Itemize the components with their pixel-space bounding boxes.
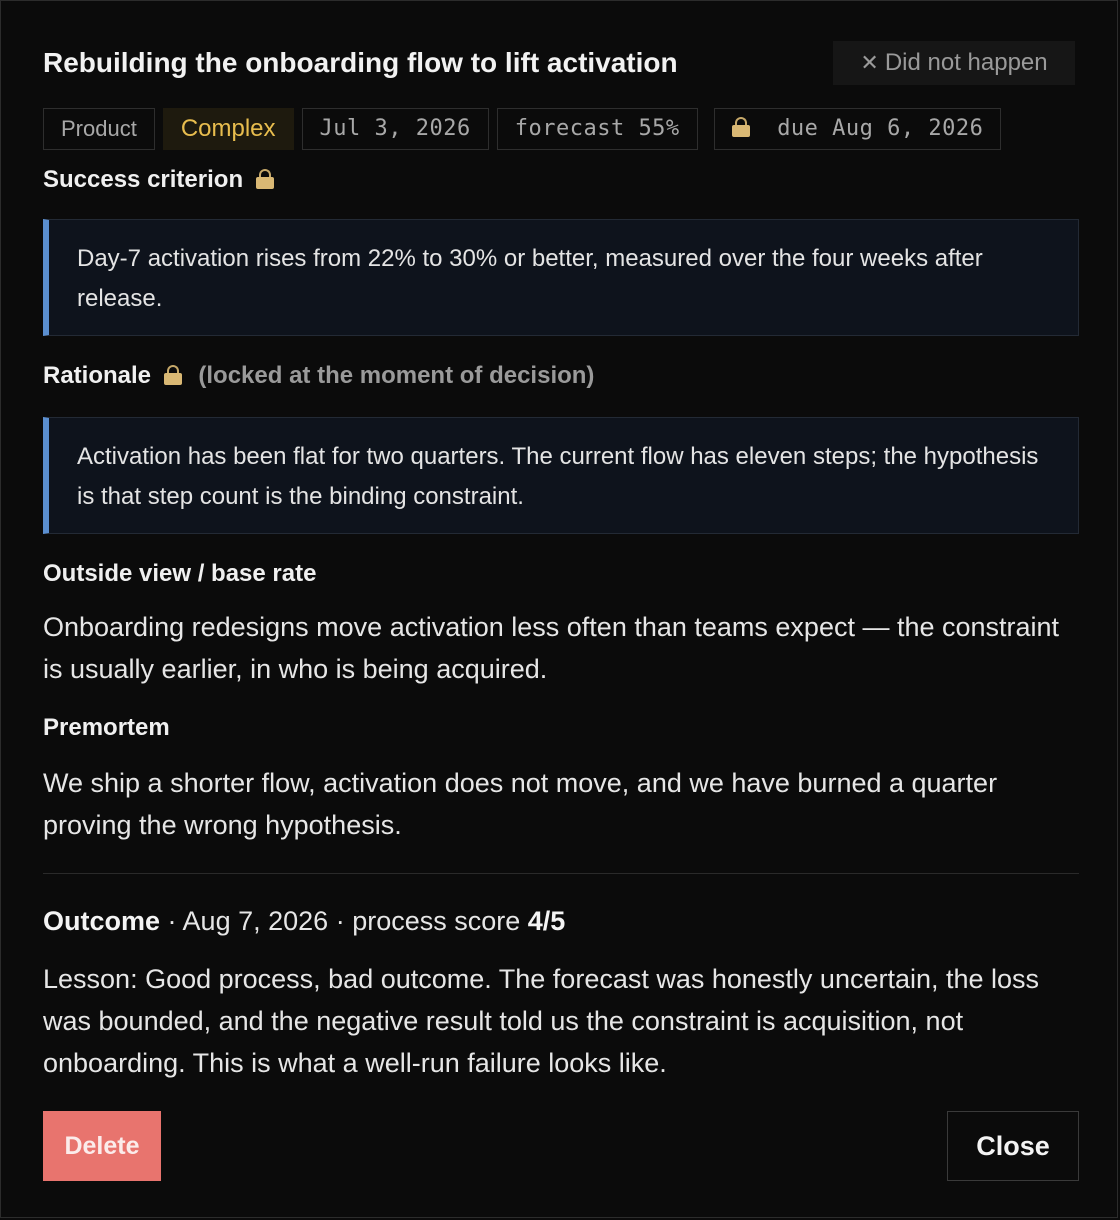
premortem-text: We ship a shorter flow, activation does not move, and we have burned a quarter proving the wrong hypothesis. xyxy=(43,768,998,840)
outcome-lesson: Lesson: Good process, bad outcome. The forecast was honestly uncertain, the loss was bounded, and the negative result told us the constraint is acquisition, not onboarding. This is what a well-run failure looks like. xyxy=(43,964,1040,1078)
outcome-label: Outcome xyxy=(43,906,161,936)
delete-button[interactable]: Delete xyxy=(43,1111,161,1181)
did-not-happen-button[interactable] xyxy=(833,41,1075,85)
section-divider xyxy=(43,873,1079,874)
did-not-happen-label: Did not happen xyxy=(884,49,1048,76)
decision-title: Rebuilding the onboarding flow to lift activation xyxy=(43,47,678,78)
close-button[interactable]: Close xyxy=(947,1111,1079,1181)
rationale-note: (locked at the moment of decision) xyxy=(198,362,595,389)
outside-view-text: Onboarding redesigns move activation less often than teams expect — the constraint is usually earlier, in who is being acquired. xyxy=(43,612,1060,684)
outside-view-heading: Outside view / base rate xyxy=(43,560,317,587)
lock-icon xyxy=(164,365,182,385)
rationale-heading xyxy=(43,362,594,390)
outcome-line: Outcome · Aug 7, 2026 · process score 4/5 xyxy=(43,906,566,936)
forecast-tag: forecast 55% xyxy=(497,108,698,150)
category-tag: Product xyxy=(43,108,155,150)
success-criterion-quote: Day-7 activation rises from 22% to 30% or better, measured over the four weeks after release. xyxy=(43,219,1079,336)
due-tag xyxy=(714,108,1002,150)
complexity-tag: Complex xyxy=(163,108,294,150)
success-criterion-label: Success criterion xyxy=(43,166,244,193)
date-tag: Jul 3, 2026 xyxy=(302,108,489,150)
process-score-label: process score xyxy=(352,906,521,936)
premortem-heading: Premortem xyxy=(43,714,170,741)
due-label: due Aug 6, 2026 xyxy=(777,116,984,141)
modal-header xyxy=(43,41,1075,85)
lock-icon xyxy=(732,117,750,137)
lock-icon xyxy=(256,169,274,189)
tag-row xyxy=(43,108,1001,152)
outcome-date: Aug 7, 2026 xyxy=(182,906,329,936)
success-criterion-heading xyxy=(43,166,274,194)
rationale-label: Rationale xyxy=(43,362,152,389)
process-score: 4/5 xyxy=(527,906,566,936)
rationale-quote: Activation has been flat for two quarters. The current flow has eleven steps; the hypothesis is that step count is the binding constraint. xyxy=(43,417,1079,534)
close-x-icon: ✕ xyxy=(860,50,879,75)
